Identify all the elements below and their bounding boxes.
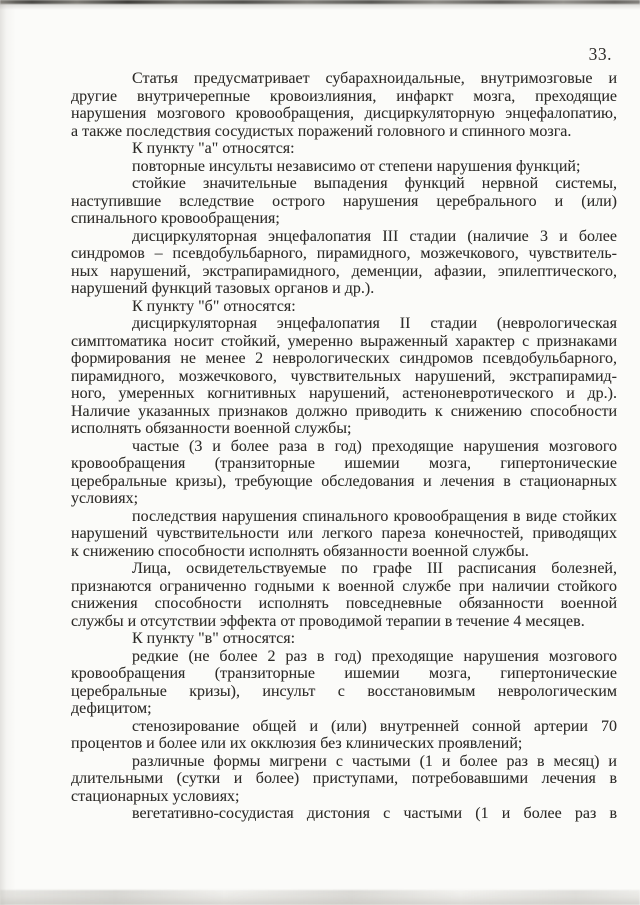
text-line: повторные инсульты независимо от степени нарушения функций; xyxy=(132,157,581,175)
text-line: к снижению способности исполнять обязанности военной службы. xyxy=(71,542,529,560)
text-line: К пункту "б" относятся: xyxy=(132,297,296,315)
text-line: дисциркуляторная энцефалопатия II стадии (неврологическая xyxy=(132,315,617,332)
text-line: снижения способности исполнять повседневные обязанности военной xyxy=(71,595,617,612)
text-line: признаются ограниченно годными к военной службе при наличии стойкого xyxy=(71,577,617,595)
text-line: формирования не менее 2 неврологических синдромов псевдобульбарного, xyxy=(71,350,617,367)
text-line: службы и отсутствии эффекта от проводимой терапии в течение 4 месяцев. xyxy=(71,612,585,630)
text-line: пирамидного, мозжечкового, чувствительных нарушений, экстрапирамид- xyxy=(71,367,617,385)
text-line: симптоматика носит стойкий, умеренно выраженный характер с признаками xyxy=(71,332,617,350)
scan-artifact-left-streak xyxy=(0,0,16,905)
paragraph xyxy=(71,228,617,298)
text-line: К пункту "в" относятся: xyxy=(132,630,296,647)
paragraph xyxy=(71,630,617,648)
text-line: процентов и более или их окклюзия без клинических проявлений; xyxy=(71,735,523,752)
scan-artifact-top-fade xyxy=(0,4,640,10)
text-line: стационарных условиях; xyxy=(71,787,240,805)
paragraph xyxy=(71,560,617,630)
paragraph xyxy=(71,175,617,228)
text-line: последствия нарушения спинального кровообращения в виде стойких xyxy=(132,507,617,525)
text-line: наступившие вследствие острого нарушения церебрального и (или) xyxy=(71,192,617,210)
scan-artifact-bottom-smudge xyxy=(0,890,640,905)
paragraph xyxy=(71,648,617,718)
text-line: стенозирование общей и (или) внутренней сонной артерии 70 xyxy=(132,717,617,735)
text-line: ного, умеренных когнитивных нарушений, астеноневротического и др.). xyxy=(71,385,617,402)
paragraph xyxy=(71,805,617,823)
text-line: частые (3 и более раза в год) преходящие нарушения мозгового xyxy=(132,437,617,455)
text-line: нарушения мозгового кровообращения, дисциркуляторную энцефалопатию, xyxy=(71,105,617,122)
text-block xyxy=(71,70,617,823)
text-line: церебральные кризы), требующие обследования и лечения в стационарных xyxy=(71,472,617,490)
text-line: различные формы мигрени с частыми (1 и более раз в месяц) и xyxy=(132,752,617,770)
text-line: дисциркуляторная энцефалопатия III стадии (наличие 3 и более xyxy=(132,227,617,245)
text-line: дефицитом; xyxy=(71,700,152,717)
page-number: 33. xyxy=(588,44,612,64)
paragraph xyxy=(71,158,617,176)
paragraph xyxy=(71,508,617,561)
text-line: редкие (не более 2 раз в год) преходящие нарушения мозгового xyxy=(132,647,617,665)
text-line: Лица, освидетельствуемые по графе III расписания болезней, xyxy=(132,560,617,577)
text-line: ных нарушений, экстрапирамидного, деменции, афазии, эпилептического, xyxy=(71,262,617,280)
text-line: нарушений чувствительности или легкого пареза конечностей, приводящих xyxy=(71,525,617,542)
text-line: спинального кровообращения; xyxy=(71,210,280,227)
paragraph xyxy=(71,298,617,316)
text-line: Наличие указанных признаков должно приводить к снижению способности xyxy=(71,402,617,420)
paragraph xyxy=(71,315,617,438)
text-line: другие внутричерепные кровоизлияния, инфаркт мозга, преходящие xyxy=(71,87,617,105)
paragraph xyxy=(71,753,617,806)
text-line: вегетативно-сосудистая дистония с частыми (1 и более раз в xyxy=(132,805,617,822)
text-line: синдромов – псевдобульбарного, пирамидного, мозжечкового, чувствитель- xyxy=(71,245,617,262)
text-line: церебральные кризы), инсульт с восстановимым неврологическим xyxy=(71,682,617,700)
text-line: длительными (сутки и более) приступами, потребовавшими лечения в xyxy=(71,770,617,787)
text-line: нарушений функций тазовых органов и др.). xyxy=(71,280,375,297)
paragraph xyxy=(71,70,617,140)
text-line: условиях; xyxy=(71,490,139,507)
text-line: стойкие значительные выпадения функций нервной системы, xyxy=(132,175,617,192)
text-line: исполнять обязанности военной службы; xyxy=(71,420,352,437)
paragraph xyxy=(71,140,617,158)
text-line: К пункту "а" относятся: xyxy=(132,140,295,157)
text-line: кровообращения (транзиторные ишемии мозга, гипертонические xyxy=(71,665,617,682)
paragraph xyxy=(71,438,617,508)
text-line: Статья предусматривает субарахноидальные, внутримозговые и xyxy=(132,70,617,87)
paragraph xyxy=(71,718,617,753)
text-line: кровообращения (транзиторные ишемии мозга, гипертонические xyxy=(71,455,617,472)
text-line: а также последствия сосудистых поражений головного и спинного мозга. xyxy=(71,122,572,140)
